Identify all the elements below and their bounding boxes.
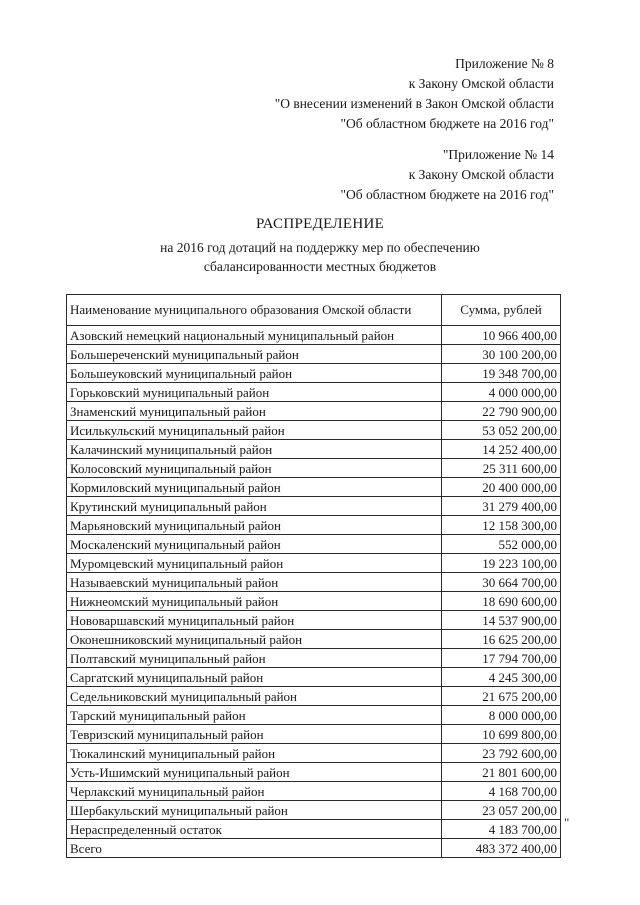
table-row xyxy=(67,516,561,535)
row-name: Калачинский муниципальный район xyxy=(67,440,442,459)
row-sum: 21 801 600,00 xyxy=(442,763,561,782)
table-row xyxy=(67,725,561,744)
table-row xyxy=(67,820,561,839)
row-sum: 30 100 200,00 xyxy=(442,345,561,364)
table-row xyxy=(67,459,561,478)
document-subtitle xyxy=(0,238,640,276)
appendix-8-line: "Об областном бюджете на 2016 год" xyxy=(340,116,554,131)
row-sum: 4 245 300,00 xyxy=(442,668,561,687)
appendix-14-line: "Приложение № 14 xyxy=(442,147,554,162)
subsidy-table xyxy=(66,294,561,858)
row-sum: 4 168 700,00 xyxy=(442,782,561,801)
table-row xyxy=(67,668,561,687)
row-name: Оконешниковский муниципальный район xyxy=(67,630,442,649)
table-row xyxy=(67,592,561,611)
row-sum: 23 792 600,00 xyxy=(442,744,561,763)
table-row xyxy=(67,649,561,668)
row-name: Черлакский муниципальный район xyxy=(67,782,442,801)
table-row xyxy=(67,326,561,345)
row-sum: 21 675 200,00 xyxy=(442,687,561,706)
row-name: Азовский немецкий национальный муниципальный район xyxy=(67,326,442,345)
row-name: Москаленский муниципальный район xyxy=(67,535,442,554)
row-sum: 17 794 700,00 xyxy=(442,649,561,668)
table-body xyxy=(67,326,561,858)
row-name: Нововаршавский муниципальный район xyxy=(67,611,442,630)
row-name: Нераспределенный остаток xyxy=(67,820,442,839)
table-row xyxy=(67,611,561,630)
row-sum: 20 400 000,00 xyxy=(442,478,561,497)
row-name: Муромцевский муниципальный район xyxy=(67,554,442,573)
subtitle-line: на 2016 год дотаций на поддержку мер по обеспечению xyxy=(160,240,480,255)
row-sum: 10 966 400,00 xyxy=(442,326,561,345)
table-row xyxy=(67,402,561,421)
table-row xyxy=(67,421,561,440)
row-name: Исилькульский муниципальный район xyxy=(67,421,442,440)
row-sum: 30 664 700,00 xyxy=(442,573,561,592)
row-sum: 552 000,00 xyxy=(442,535,561,554)
row-name: Саргатский муниципальный район xyxy=(67,668,442,687)
table-row xyxy=(67,801,561,820)
table-row xyxy=(67,687,561,706)
row-name: Называевский муниципальный район xyxy=(67,573,442,592)
row-name: Знаменский муниципальный район xyxy=(67,402,442,421)
table-header-row xyxy=(67,295,561,326)
row-sum: 10 699 800,00 xyxy=(442,725,561,744)
table-row xyxy=(67,535,561,554)
row-sum: 31 279 400,00 xyxy=(442,497,561,516)
row-sum: 8 000 000,00 xyxy=(442,706,561,725)
row-name: Большереченский муниципальный район xyxy=(67,345,442,364)
row-sum: 19 348 700,00 xyxy=(442,364,561,383)
appendix-8-line: Приложение № 8 xyxy=(455,56,554,71)
table-row xyxy=(67,763,561,782)
table-row xyxy=(67,383,561,402)
appendix-14-line: к Закону Омской области xyxy=(408,167,554,182)
row-name: Горьковский муниципальный район xyxy=(67,383,442,402)
table-row xyxy=(67,630,561,649)
row-sum: 53 052 200,00 xyxy=(442,421,561,440)
row-name: Кормиловский муниципальный район xyxy=(67,478,442,497)
row-sum: 16 625 200,00 xyxy=(442,630,561,649)
row-name: Полтавский муниципальный район xyxy=(67,649,442,668)
row-name: Нижнеомский муниципальный район xyxy=(67,592,442,611)
row-sum: 14 252 400,00 xyxy=(442,440,561,459)
row-sum: 14 537 900,00 xyxy=(442,611,561,630)
row-name: Усть-Ишимский муниципальный район xyxy=(67,763,442,782)
row-sum: 23 057 200,00 xyxy=(442,801,561,820)
appendix-8-header xyxy=(275,54,554,134)
appendix-14-header xyxy=(341,145,555,205)
row-sum: 4 183 700,00 xyxy=(442,820,561,839)
row-sum: 18 690 600,00 xyxy=(442,592,561,611)
row-name: Седельниковский муниципальный район xyxy=(67,687,442,706)
table-row xyxy=(67,478,561,497)
table-row xyxy=(67,744,561,763)
row-name: Тарский муниципальный район xyxy=(67,706,442,725)
row-sum: 12 158 300,00 xyxy=(442,516,561,535)
row-name: Крутинский муниципальный район xyxy=(67,497,442,516)
closing-quote: " xyxy=(564,815,570,830)
document-title: РАСПРЕДЕЛЕНИЕ xyxy=(255,216,385,232)
table-row xyxy=(67,554,561,573)
table-row xyxy=(67,345,561,364)
appendix-8-line: "О внесении изменений в Закон Омской области xyxy=(274,96,554,111)
row-sum: 4 000 000,00 xyxy=(442,383,561,402)
header-name: Наименование муниципального образования Омской области xyxy=(67,295,442,326)
row-sum: 483 372 400,00 xyxy=(442,839,561,858)
row-name: Колосовский муниципальный район xyxy=(67,459,442,478)
row-sum: 25 311 600,00 xyxy=(442,459,561,478)
table-row xyxy=(67,497,561,516)
row-name: Большеуковский муниципальный район xyxy=(67,364,442,383)
row-name: Всего xyxy=(67,839,442,858)
appendix-14-line: "Об областном бюджете на 2016 год" xyxy=(340,187,554,202)
header-sum: Сумма, рублей xyxy=(442,295,561,326)
subtitle-line: сбалансированности местных бюджетов xyxy=(203,259,437,274)
table-row xyxy=(67,573,561,592)
appendix-8-line: к Закону Омской области xyxy=(408,76,554,91)
row-sum: 19 223 100,00 xyxy=(442,554,561,573)
row-name: Шербакульский муниципальный район xyxy=(67,801,442,820)
row-name: Марьяновский муниципальный район xyxy=(67,516,442,535)
row-name: Тевризский муниципальный район xyxy=(67,725,442,744)
row-name: Тюкалинский муниципальный район xyxy=(67,744,442,763)
table-row xyxy=(67,706,561,725)
table-row xyxy=(67,839,561,858)
table-row xyxy=(67,782,561,801)
table-row xyxy=(67,440,561,459)
table-row xyxy=(67,364,561,383)
row-sum: 22 790 900,00 xyxy=(442,402,561,421)
